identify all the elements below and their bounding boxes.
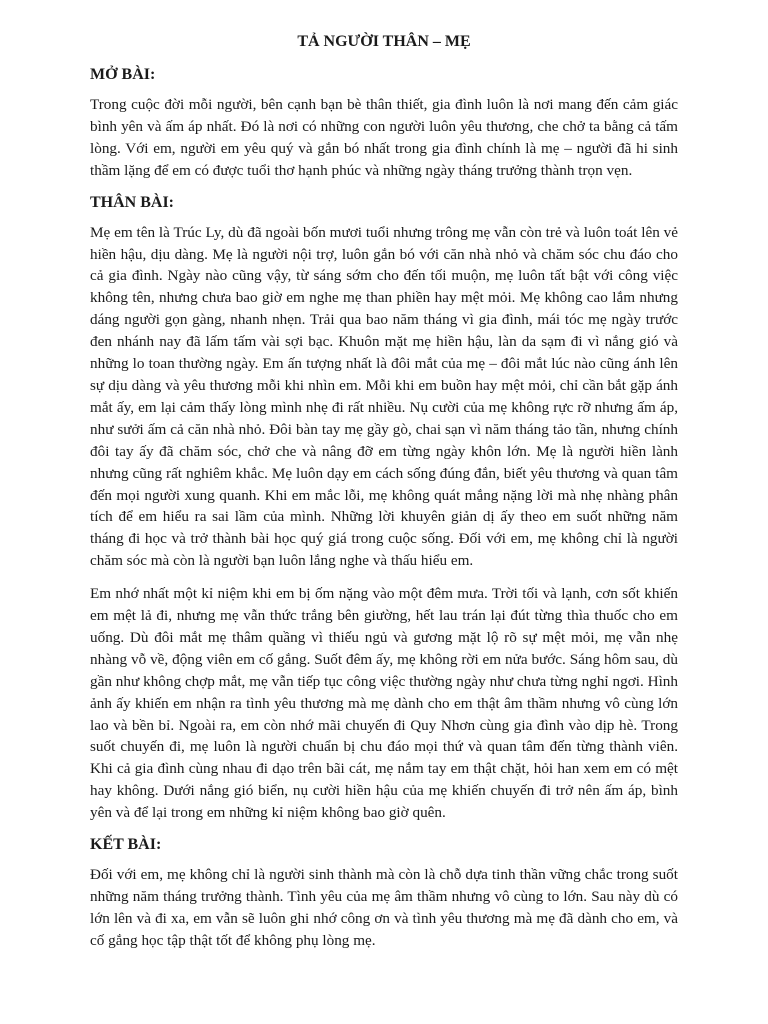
intro-heading: MỞ BÀI: bbox=[90, 66, 156, 83]
intro-paragraph: Trong cuộc đời mỗi người, bên cạnh bạn bè thân thiết, gia đình luôn là nơi mang đến cảm giác bình yên và ấm áp nhất. Đó là nơi có những con người luôn yêu thương, che chở ta bằng cả tấm lòng. Với em, người em yêu quý và gắn bó nhất trong gia đình chính là mẹ – người đã hi sinh thầm lặng để em có được tuổi thơ hạnh phúc và những ngày tháng trưởng thành trọn vẹn. bbox=[90, 96, 678, 179]
document-page bbox=[90, 32, 678, 963]
body-paragraph-2: Em nhớ nhất một kỉ niệm khi em bị ốm nặng vào một đêm mưa. Trời tối và lạnh, cơn sốt khiến em mệt lả đi, nhưng mẹ vẫn thức trắng bên giường, hết lau trán lại đút từng thìa thuốc cho em uống. Dù đôi mắt mẹ thâm quầng vì thiếu ngủ và gương mặt lộ rõ sự mệt mỏi, mẹ vẫn nhẹ nhàng vỗ về, động viên em cố gắng. Suốt đêm ấy, mẹ không rời em nửa bước. Sáng hôm sau, dù gần như không chợp mắt, mẹ vẫn tiếp tục công việc thường ngày như chưa từng nghỉ ngơi. Hình ảnh ấy khiến em nhận ra tình yêu thương mà mẹ dành cho em thật âm thầm nhưng vô cùng lớn lao và bền bỉ. Ngoài ra, em còn nhớ mãi chuyến đi Quy Nhơn cùng gia đình vào dịp hè. Trong suốt chuyến đi, mẹ luôn là người chuẩn bị chu đáo mọi thứ và quan tâm đến từng thành viên. Khi cả gia đình cùng nhau đi dạo trên bãi cát, mẹ nắm tay em thật chặt, hỏi han xem em có mệt hay không. Dưới nắng gió biển, nụ cười hiền hậu của mẹ khiến chuyến đi trở nên ấm áp, bình yên và để lại trong em những kỉ niệm không bao giờ quên. bbox=[90, 585, 678, 822]
body-heading: THÂN BÀI: bbox=[90, 193, 175, 211]
body-paragraph-1: Mẹ em tên là Trúc Ly, dù đã ngoài bốn mươi tuổi nhưng trông mẹ vẫn còn trẻ và luôn toát lên vẻ hiền hậu, dịu dàng. Mẹ là người nội trợ, luôn gắn bó với căn nhà nhỏ và chăm sóc chu đáo cho cả gia đình. Ngày nào cũng vậy, từ sáng sớm cho đến tối muộn, mẹ luôn tất bật với công việc không tên, nhưng chưa bao giờ em nghe mẹ than phiền hay mệt mỏi. Mẹ không cao lắm nhưng dáng người gọn gàng, nhanh nhẹn. Trải qua bao năm tháng vì gia đình, mái tóc mẹ ngày trước đen nhánh nay đã lấm tấm vài sợi bạc. Khuôn mặt mẹ hiền hậu, làn da sạm đi vì nắng gió và những lo toan thường ngày. Em ấn tượng nhất là đôi mắt của mẹ – đôi mắt lúc nào cũng ánh lên sự dịu dàng và yêu thương mỗi khi nhìn em. Mỗi khi em buồn hay mệt mỏi, chỉ cần bắt gặp ánh mắt ấy, em lại cảm thấy lòng mình nhẹ đi rất nhiều. Nụ cười của mẹ không rực rỡ nhưng ấm áp, như sưởi ấm cả căn nhà nhỏ. Đôi bàn tay mẹ gầy gò, chai sạn vì năm tháng tảo tần, nhưng chính đôi tay ấy đã chăm sóc, chở che và nâng đỡ em từng ngày khôn lớn. Mẹ là người hiền lành nhưng cũng rất nghiêm khắc. Mẹ luôn dạy em cách sống đúng đắn, biết yêu thương và quan tâm đến mọi người xung quanh. Khi em mắc lỗi, mẹ không quát mắng nặng lời mà nhẹ nhàng phân tích để em hiểu ra sai lầm của mình. Những lời khuyên giản dị ấy theo em suốt những năm tháng đi học và trở thành bài học quý giá trong cuộc sống. Đối với em, mẹ không chỉ là người chăm sóc mà còn là người bạn luôn lắng nghe và thấu hiểu em. bbox=[90, 223, 678, 570]
conclusion-paragraph: Đối với em, mẹ không chỉ là người sinh thành mà còn là chỗ dựa tinh thần vững chắc trong suốt những năm tháng trưởng thành. Tình yêu của mẹ âm thầm nhưng vô cùng to lớn. Sau này dù có lớn lên và đi xa, em vẫn sẽ luôn ghi nhớ công ơn và tình yêu thương mà mẹ đã dành cho em, và cố gắng học tập thật tốt để không phụ lòng mẹ. bbox=[90, 866, 678, 949]
conclusion-heading: KẾT BÀI: bbox=[90, 836, 162, 854]
document-title: TẢ NGƯỜI THÂN – MẸ bbox=[297, 33, 471, 50]
